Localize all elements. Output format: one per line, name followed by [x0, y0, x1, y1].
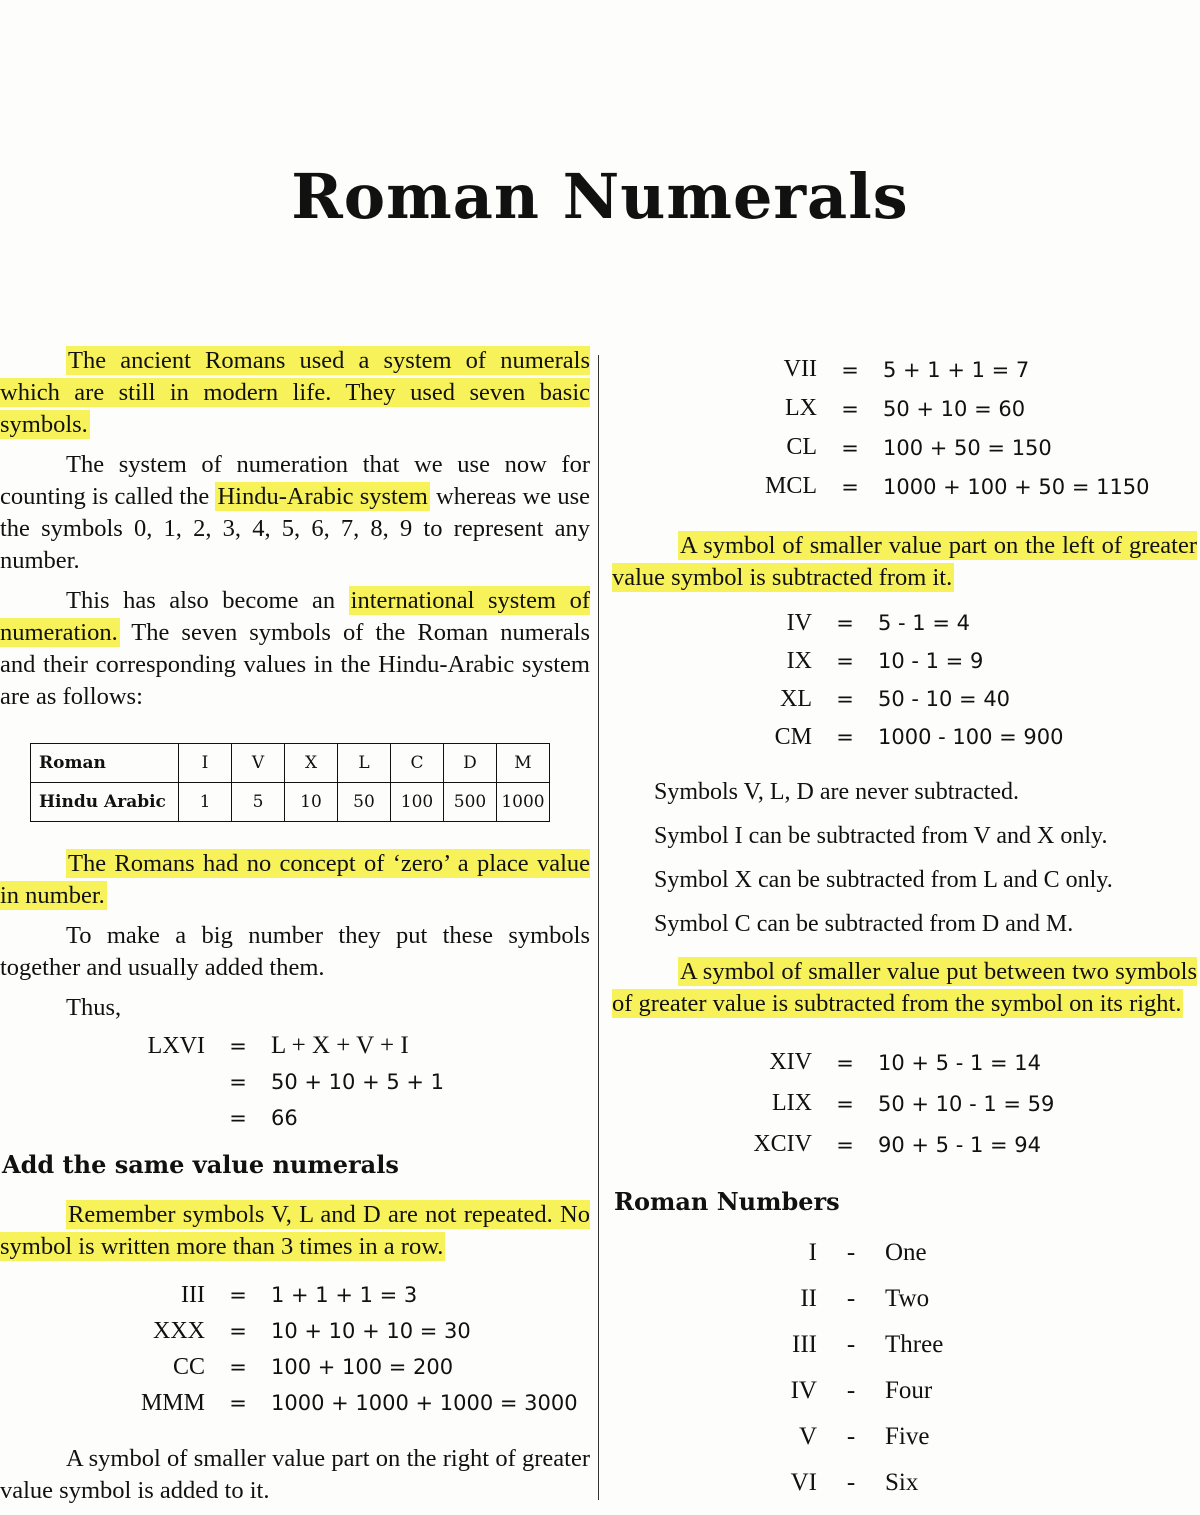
added-rule-paragraph: A symbol of smaller value part on the right of greater value symbol is added to it.	[0, 1445, 590, 1504]
list-item	[612, 1276, 1197, 1322]
equation-sign: =	[841, 474, 859, 499]
equation-rhs: L + X + V + I	[271, 1032, 409, 1059]
hindu-arabic-text-b: whereas we use the symbols 0, 1, 2, 3, 4, 5, 6, 7, 8, 9 to represent any number.	[0, 483, 590, 574]
list-item-roman: II	[800, 1285, 817, 1312]
equation-row	[612, 389, 1197, 428]
equation-row	[612, 1083, 1197, 1124]
table-cell: 10	[285, 783, 338, 822]
equation-row	[612, 1042, 1197, 1083]
equation-row	[612, 642, 1197, 680]
equation-sign: =	[229, 1391, 247, 1415]
subtracted-left-highlight: A symbol of smaller value part on the left of greater value symbol is subtracted from it.	[612, 532, 1197, 591]
list-item-roman: IV	[790, 1377, 817, 1404]
equation-rhs: 5 + 1 + 1 = 7	[883, 357, 1030, 382]
equation-rhs: 50 + 10 - 1 = 59	[878, 1091, 1055, 1116]
equation-row	[0, 1349, 590, 1385]
equation-row	[612, 680, 1197, 718]
list-item	[612, 1414, 1197, 1460]
equation-rhs: 5 - 1 = 4	[878, 611, 970, 635]
list-item-roman: III	[792, 1331, 817, 1358]
equation-row	[0, 1028, 590, 1064]
list-item	[612, 1230, 1197, 1276]
rule-line: Symbol X can be subtracted from L and C only.	[654, 867, 1113, 893]
equation-lhs: MMM	[140, 1389, 205, 1416]
equation-lhs: LIX	[772, 1090, 812, 1116]
between-highlight: A symbol of smaller value put between two symbols of greater value is subtracted from the symbol on its right.	[612, 958, 1197, 1017]
equation-rhs: 100 + 50 = 150	[883, 435, 1052, 460]
list-item-dash: -	[846, 1377, 856, 1404]
equation-sign: =	[841, 396, 859, 421]
roman-values-table	[30, 743, 550, 822]
lxvi-equations	[0, 1028, 590, 1136]
table-row	[31, 783, 550, 822]
list-item-dash: -	[846, 1331, 856, 1358]
list-item-word: Three	[885, 1331, 944, 1358]
equation-rhs: 10 - 1 = 9	[878, 649, 984, 673]
table-cell: X	[285, 744, 338, 783]
list-item-word: Six	[885, 1469, 919, 1496]
equation-lhs: III	[181, 1281, 205, 1308]
equation-sign: =	[836, 1091, 854, 1116]
equation-row	[612, 718, 1197, 756]
equation-row	[0, 1277, 590, 1313]
equation-lhs: MCL	[764, 473, 817, 499]
equation-row	[0, 1100, 590, 1136]
international-highlight: international system of numeration.	[0, 587, 590, 646]
hindu-arabic-paragraph	[0, 449, 590, 577]
table-cell: 1000	[497, 783, 550, 822]
equation-rhs: 100 + 100 = 200	[271, 1355, 454, 1379]
list-item-roman: VI	[790, 1469, 817, 1496]
between-paragraph	[612, 956, 1197, 1020]
list-item-roman: I	[808, 1239, 817, 1266]
not-repeated-paragraph	[0, 1199, 590, 1263]
list-item-dash: -	[846, 1423, 856, 1450]
equation-sign: =	[229, 1070, 247, 1094]
equation-sign: =	[836, 725, 854, 749]
table-cell: 1	[179, 783, 232, 822]
list-item	[612, 1368, 1197, 1414]
equation-row	[0, 1385, 590, 1421]
equation-rhs: 1000 + 1000 + 1000 = 3000	[271, 1391, 578, 1415]
table-cell: I	[179, 744, 232, 783]
list-item-word: Five	[885, 1423, 930, 1450]
addition-equations	[612, 350, 1197, 506]
roman-numbers-list	[612, 1230, 1197, 1506]
thus-label: Thus,	[66, 994, 122, 1021]
zero-highlight: The Romans had no concept of ‘zero’ a place value in number.	[0, 850, 590, 909]
big-number-paragraph: To make a big number they put these symbols together and usually added them.	[0, 922, 590, 981]
zero-paragraph	[0, 848, 590, 912]
repeat-equations	[0, 1277, 590, 1421]
equation-sign: =	[841, 357, 859, 382]
international-text-a: This has also become an	[66, 587, 349, 614]
table-cell: L	[338, 744, 391, 783]
equation-lhs: VII	[783, 356, 817, 382]
table-cell: 5	[232, 783, 285, 822]
not-repeated-highlight: Remember symbols V, L and D are not repeated. No symbol is written more than 3 times in a row.	[0, 1201, 590, 1260]
equation-lhs: IV	[786, 609, 812, 636]
table-cell: V	[232, 744, 285, 783]
equation-sign: =	[229, 1355, 247, 1379]
right-column	[612, 350, 1197, 1506]
equation-lhs: LXVI	[147, 1032, 205, 1059]
equation-lhs: CL	[786, 434, 817, 460]
equation-row	[612, 467, 1197, 506]
equation-row	[612, 1124, 1197, 1165]
rule-line: Symbol C can be subtracted from D and M.	[654, 911, 1074, 937]
equation-rhs: 10 + 10 + 10 = 30	[271, 1319, 471, 1343]
list-item-roman: V	[798, 1423, 817, 1450]
equation-rhs: 1000 - 100 = 900	[878, 725, 1064, 749]
equation-row	[612, 428, 1197, 467]
equation-sign: =	[836, 649, 854, 673]
equation-sign: =	[229, 1283, 247, 1307]
equation-lhs: CM	[774, 723, 812, 750]
equation-sign: =	[229, 1034, 247, 1058]
list-item	[612, 1322, 1197, 1368]
equation-sign: =	[229, 1106, 247, 1130]
table-row-header: Roman	[31, 744, 179, 783]
equation-lhs: XCIV	[753, 1131, 812, 1157]
equation-row	[612, 604, 1197, 642]
table-cell: C	[391, 744, 444, 783]
hindu-arabic-highlight: Hindu-Arabic system	[217, 483, 428, 510]
list-item-word: Two	[885, 1285, 930, 1312]
equation-rhs: 1 + 1 + 1 = 3	[271, 1283, 418, 1307]
subtraction-equations	[612, 604, 1197, 756]
list-item-word: Four	[885, 1377, 933, 1404]
list-item-dash: -	[846, 1469, 856, 1496]
subtracted-left-paragraph	[612, 530, 1197, 594]
equation-rhs: 1000 + 100 + 50 = 1150	[883, 474, 1150, 499]
list-item-dash: -	[846, 1239, 856, 1266]
column-divider	[598, 355, 599, 1500]
equation-sign: =	[836, 611, 854, 635]
equation-sign: =	[836, 1132, 854, 1157]
table-cell: D	[444, 744, 497, 783]
table-cell: 500	[444, 783, 497, 822]
rule-line: Symbols V, L, D are never subtracted.	[654, 779, 1020, 805]
international-text-b: The seven symbols of the Roman numerals and their corresponding values in the Hindu-Arabic system are as follows:	[0, 619, 590, 710]
equation-lhs: XXX	[153, 1317, 205, 1344]
equation-rhs: 50 + 10 + 5 + 1	[271, 1070, 445, 1094]
between-equations	[612, 1042, 1197, 1165]
subtraction-rules	[612, 770, 1197, 946]
equation-sign: =	[836, 1050, 854, 1075]
list-item-dash: -	[846, 1285, 856, 1312]
roman-numbers-heading: Roman Numbers	[614, 1187, 840, 1216]
hindu-arabic-text-a: The system of numeration that we use now for counting is called the	[0, 451, 590, 510]
equation-row	[0, 1313, 590, 1349]
list-item	[612, 1460, 1197, 1506]
equation-lhs: XL	[780, 685, 812, 712]
international-paragraph	[0, 585, 590, 713]
equation-lhs: LX	[785, 395, 817, 421]
intro-highlight: The ancient Romans used a system of numerals which are still in modern life. They used seven basic symbols.	[0, 347, 590, 438]
rule-line: Symbol I can be subtracted from V and X only.	[654, 823, 1108, 849]
equation-lhs: IX	[786, 647, 812, 674]
equation-lhs: CC	[172, 1353, 205, 1380]
page-title: Roman Numerals	[291, 160, 909, 233]
table-cell: 50	[338, 783, 391, 822]
intro-paragraph	[0, 345, 590, 441]
equation-lhs: XIV	[769, 1049, 812, 1075]
left-column	[0, 345, 590, 1515]
equation-row	[0, 1064, 590, 1100]
equation-sign: =	[841, 435, 859, 460]
equation-row	[612, 350, 1197, 389]
equation-rhs: 10 + 5 - 1 = 14	[878, 1050, 1041, 1075]
equation-rhs: 66	[271, 1106, 298, 1130]
equation-sign: =	[836, 687, 854, 711]
equation-rhs: 50 + 10 = 60	[883, 396, 1026, 421]
list-item-word: One	[885, 1239, 927, 1266]
table-row	[31, 744, 550, 783]
table-cell: 100	[391, 783, 444, 822]
table-cell: M	[497, 744, 550, 783]
add-same-value-heading: Add the same value numerals	[2, 1150, 399, 1179]
table-row-header: Hindu Arabic	[31, 783, 179, 822]
equation-sign: =	[229, 1319, 247, 1343]
equation-rhs: 50 - 10 = 40	[878, 687, 1011, 711]
equation-rhs: 90 + 5 - 1 = 94	[878, 1132, 1041, 1157]
